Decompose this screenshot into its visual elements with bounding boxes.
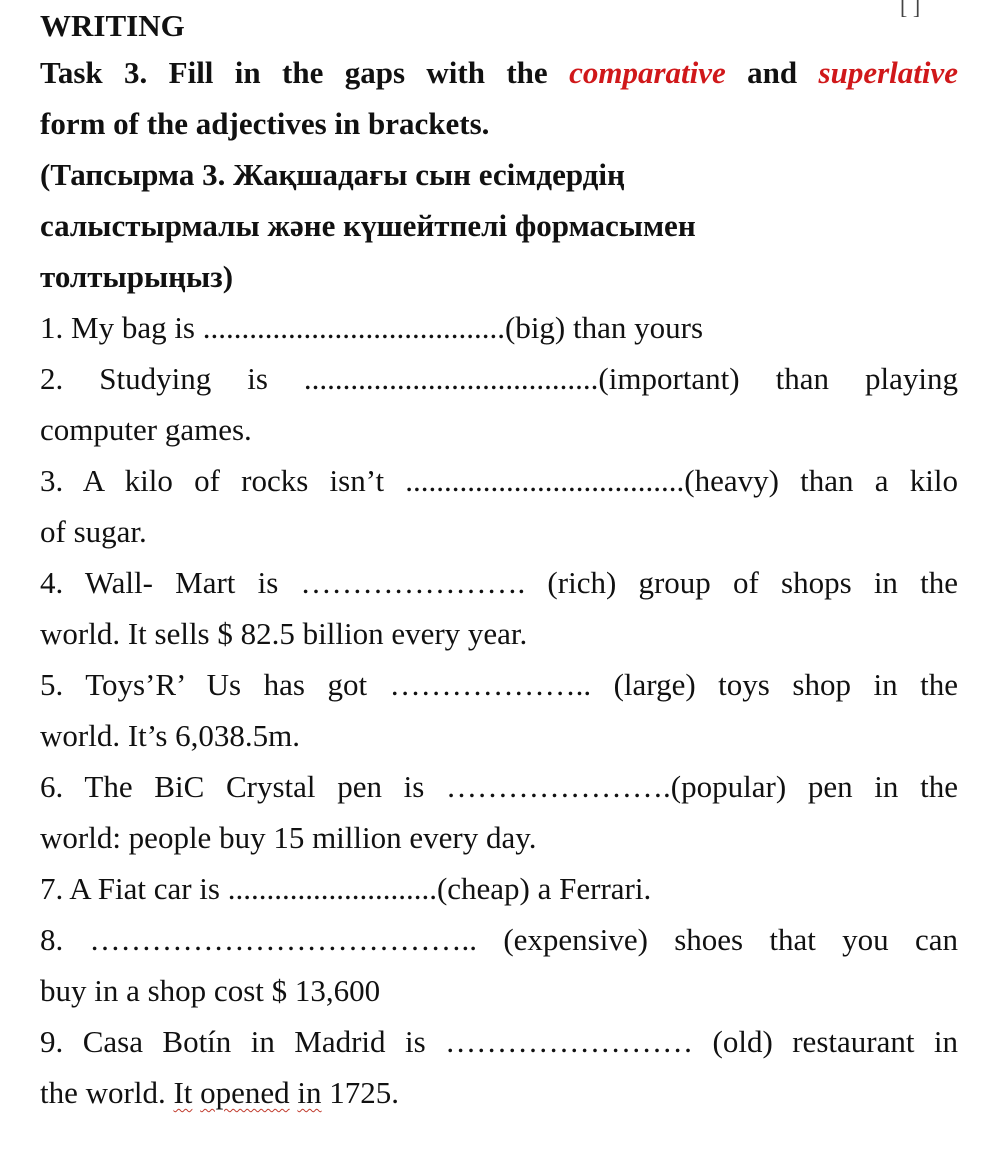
question-2: 2. Studying is ......................................(important) than playing bbox=[40, 361, 958, 396]
task-title-and: and bbox=[725, 55, 819, 90]
question-4: 4. Wall- Mart is …………………. (rich) group of shops in the bbox=[40, 565, 958, 600]
question-3-cont: of sugar. bbox=[40, 514, 147, 549]
question-8: 8. ……………………………….. (expensive) shoes that you can bbox=[40, 922, 958, 957]
task-kz-line2: салыстырмалы және күшейтпелі формасымен bbox=[40, 208, 696, 243]
question-6: 6. The BiC Crystal pen is ………………….(popular) pen in the bbox=[40, 769, 958, 804]
question-5-cont: world. It’s 6,038.5m. bbox=[40, 718, 301, 753]
question-8-cont: buy in a shop cost $ 13,600 bbox=[40, 973, 381, 1008]
q9-text-post: 1725. bbox=[321, 1075, 400, 1110]
task-title bbox=[40, 53, 958, 93]
task-title-prefix: Task 3. Fill in the gaps with the bbox=[40, 55, 570, 90]
question-9: 9. Casa Botín in Madrid is …………………… (old) restaurant in bbox=[40, 1024, 958, 1059]
spellcheck-word-opened: opened bbox=[200, 1075, 290, 1110]
question-6-cont: world: people buy 15 million every day. bbox=[40, 820, 537, 855]
section-heading: WRITING bbox=[40, 8, 185, 43]
task-title-line2: form of the adjectives in brackets. bbox=[40, 106, 490, 141]
task-kz-line1: (Тапсырма 3. Жақшадағы сын есімдердің bbox=[40, 157, 625, 192]
q9-space-1 bbox=[192, 1075, 200, 1110]
spellcheck-word-in: in bbox=[297, 1075, 322, 1110]
spellcheck-word-it: It bbox=[173, 1075, 193, 1110]
task-kz-line3: толтырыңыз) bbox=[40, 259, 234, 294]
question-1: 1. My bag is .......................................(big) than yours bbox=[40, 310, 704, 345]
keyword-superlative: superlative bbox=[818, 55, 959, 90]
question-5: 5. Toys’R’ Us has got ……………….. (large) toys shop in the bbox=[40, 667, 958, 702]
question-2-cont: computer games. bbox=[40, 412, 252, 447]
question-3: 3. A kilo of rocks isn’t ....................................(heavy) than a kilo bbox=[40, 463, 958, 498]
top-crop-mark: [ ] bbox=[900, 0, 921, 19]
keyword-comparative: comparative bbox=[569, 55, 726, 90]
q9-text-pre: the world. bbox=[40, 1075, 174, 1110]
question-4-cont: world. It sells $ 82.5 billion every year. bbox=[40, 616, 528, 651]
question-9-cont bbox=[40, 1073, 399, 1113]
question-7: 7. A Fiat car is ...........................(cheap) a Ferrari. bbox=[40, 871, 652, 906]
